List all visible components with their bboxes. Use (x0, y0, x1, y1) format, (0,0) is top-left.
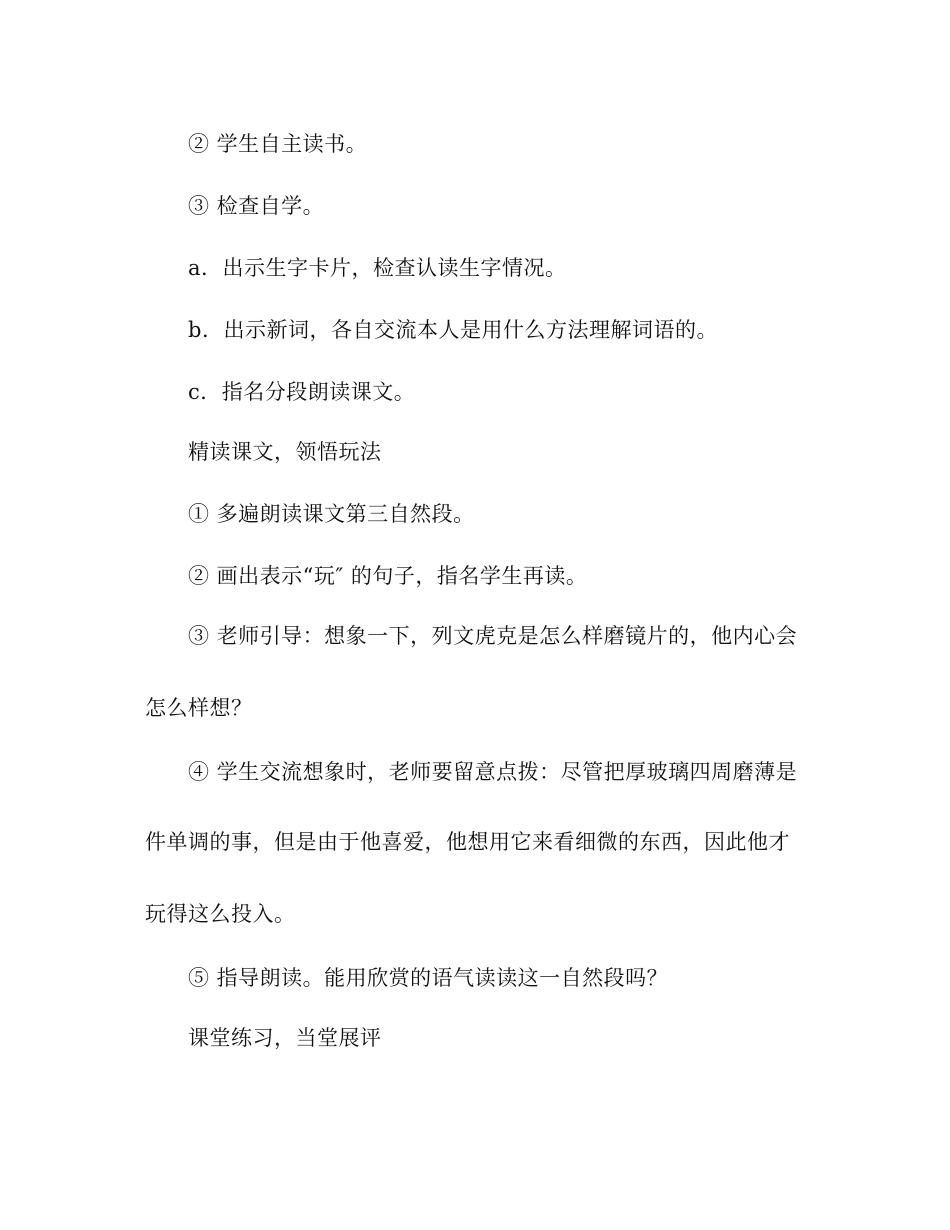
paragraph-line: c．指名分段朗读课文。 (188, 380, 416, 404)
paragraph-line: ④ 学生交流想象时，老师要留意点拨：尽管把厚玻璃四周磨薄是 (188, 760, 798, 784)
section-heading: 课堂练习，当堂展评 (188, 1026, 382, 1050)
paragraph-line: 玩得这么投入。 (145, 902, 296, 926)
section-heading: 精读课文，领悟玩法 (188, 440, 382, 464)
paragraph-line: ② 画出表示“玩″ 的句子，指名学生再读。 (188, 564, 588, 588)
paragraph-line: b．出示新词，各自交流本人是用什么方法理解词语的。 (188, 318, 718, 342)
paragraph-line: ① 多遍朗读课文第三自然段。 (188, 502, 475, 526)
paragraph-line: ② 学生自主读书。 (188, 132, 368, 156)
paragraph-line: 件单调的事，但是由于他喜爱，他想用它来看细微的东西，因此他才 (145, 830, 790, 854)
paragraph-line: ③ 老师引导：想象一下，列文虎克是怎么样磨镜片的，他内心会 (188, 624, 798, 648)
paragraph-line: 怎么样想？ (145, 696, 253, 720)
paragraph-line: ⑤ 指导朗读。能用欣赏的语气读读这一自然段吗？ (188, 966, 669, 990)
paragraph-line: ③ 检查自学。 (188, 194, 325, 218)
paragraph-line: a．出示生字卡片，检查认读生字情况。 (188, 256, 567, 280)
